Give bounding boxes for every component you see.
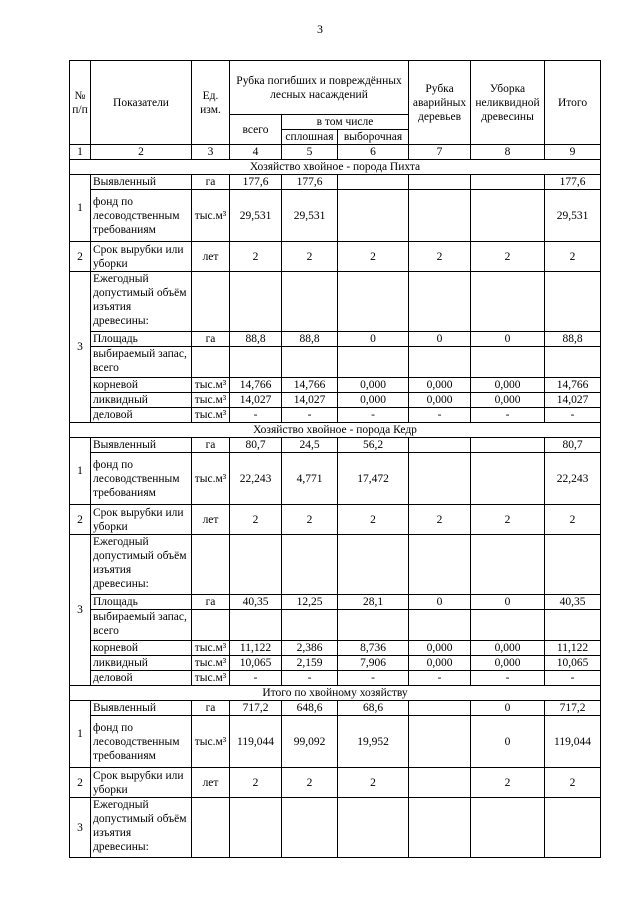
table-row — [70, 610, 601, 641]
value-cell: - — [471, 408, 545, 423]
value-cell — [471, 175, 545, 190]
value-cell: 29,531 — [545, 190, 601, 242]
value-cell: 80,7 — [230, 438, 282, 453]
value-cell: 648,6 — [282, 701, 338, 716]
value-cell: 0,000 — [409, 641, 471, 656]
unit-cell: тыс.м³ — [192, 408, 230, 423]
unit-cell: тыс.м³ — [192, 393, 230, 408]
table-row — [70, 175, 601, 190]
empty-cell — [282, 272, 338, 332]
col-number: 3 — [192, 145, 230, 160]
col-number: 5 — [282, 145, 338, 160]
header-clear: сплошная — [282, 130, 338, 145]
value-cell: - — [545, 408, 601, 423]
value-cell: 177,6 — [230, 175, 282, 190]
value-cell — [409, 701, 471, 716]
empty-cell — [545, 610, 601, 641]
value-cell: 0,000 — [471, 378, 545, 393]
value-cell: 2 — [230, 768, 282, 798]
empty-cell — [230, 798, 282, 858]
value-cell: 2 — [338, 505, 409, 535]
col-number: 6 — [338, 145, 409, 160]
value-cell: 177,6 — [545, 175, 601, 190]
unit-cell: тыс.м³ — [192, 378, 230, 393]
value-cell: 22,243 — [230, 453, 282, 505]
empty-cell — [282, 535, 338, 595]
row-label: ликвидный — [91, 656, 192, 671]
row-label: фонд по лесоводственным требованиям — [91, 453, 192, 505]
value-cell: 4,771 — [282, 453, 338, 505]
table-row — [70, 453, 601, 505]
empty-cell — [192, 798, 230, 858]
value-cell: 119,044 — [230, 716, 282, 768]
row-label: выбираемый запас, всего — [91, 347, 192, 378]
value-cell: 12,25 — [282, 595, 338, 610]
value-cell: 68,6 — [338, 701, 409, 716]
section-header-row — [70, 160, 601, 175]
col-number: 2 — [91, 145, 192, 160]
empty-cell — [471, 347, 545, 378]
row-label: Выявленный — [91, 175, 192, 190]
value-cell: 0,000 — [409, 378, 471, 393]
value-cell — [471, 190, 545, 242]
table-row — [70, 798, 601, 858]
value-cell: 0,000 — [338, 393, 409, 408]
value-cell: 0 — [471, 701, 545, 716]
table-row — [70, 242, 601, 272]
section-header-row — [70, 423, 601, 438]
value-cell: - — [409, 671, 471, 686]
empty-cell — [338, 347, 409, 378]
empty-cell — [230, 272, 282, 332]
row-label: Выявленный — [91, 438, 192, 453]
value-cell: 2 — [409, 242, 471, 272]
row-label: корневой — [91, 641, 192, 656]
row-number: 2 — [70, 242, 91, 272]
table-row — [70, 716, 601, 768]
unit-cell: га — [192, 175, 230, 190]
header-sum: Итого — [545, 61, 601, 145]
table-row — [70, 393, 601, 408]
empty-cell — [282, 798, 338, 858]
value-cell: 2 — [230, 505, 282, 535]
col-number: 1 — [70, 145, 91, 160]
value-cell: 56,2 — [338, 438, 409, 453]
empty-cell — [545, 347, 601, 378]
header-unit: Ед. изм. — [192, 61, 230, 145]
value-cell: - — [545, 671, 601, 686]
col-number: 4 — [230, 145, 282, 160]
value-cell: 40,35 — [545, 595, 601, 610]
row-number: 2 — [70, 768, 91, 798]
row-label: деловой — [91, 408, 192, 423]
empty-cell — [409, 535, 471, 595]
empty-cell — [545, 798, 601, 858]
row-label: Площадь — [91, 332, 192, 347]
empty-cell — [409, 347, 471, 378]
table-row — [70, 641, 601, 656]
empty-cell — [282, 347, 338, 378]
value-cell: 0 — [471, 595, 545, 610]
row-label: фонд по лесоводственным требованиям — [91, 716, 192, 768]
page-number: 3 — [317, 22, 323, 36]
value-cell — [409, 438, 471, 453]
table-row — [70, 671, 601, 686]
empty-cell — [545, 272, 601, 332]
table-row — [70, 768, 601, 798]
value-cell — [409, 175, 471, 190]
row-label: Ежегодный допустимый объём изъятия древесины: — [91, 535, 192, 595]
value-cell: - — [409, 408, 471, 423]
row-label: выбираемый запас, всего — [91, 610, 192, 641]
value-cell: 14,027 — [282, 393, 338, 408]
value-cell — [338, 190, 409, 242]
table-row — [70, 595, 601, 610]
value-cell: 0 — [409, 595, 471, 610]
header-felling-group: Рубка погибших и повреждённых лесных насаждений — [230, 61, 409, 115]
row-number: 1 — [70, 701, 91, 768]
value-cell: 2,386 — [282, 641, 338, 656]
value-cell: 119,044 — [545, 716, 601, 768]
row-label: Ежегодный допустимый объём изъятия древесины: — [91, 272, 192, 332]
value-cell: 0 — [338, 332, 409, 347]
empty-cell — [338, 798, 409, 858]
value-cell: 0 — [409, 332, 471, 347]
row-number: 3 — [70, 535, 91, 686]
empty-cell — [230, 610, 282, 641]
section-header-row — [70, 686, 601, 701]
header-num: № п/п — [70, 61, 91, 145]
value-cell: 7,906 — [338, 656, 409, 671]
value-cell: 2 — [282, 768, 338, 798]
section-title: Хозяйство хвойное - порода Пихта — [70, 160, 601, 175]
header-emergency: Рубка аварийных деревьев — [409, 61, 471, 145]
empty-cell — [282, 610, 338, 641]
row-number: 3 — [70, 272, 91, 423]
value-cell: 2 — [338, 242, 409, 272]
section-title: Хозяйство хвойное - порода Кедр — [70, 423, 601, 438]
unit-cell: лет — [192, 768, 230, 798]
table-row — [70, 505, 601, 535]
value-cell: 717,2 — [545, 701, 601, 716]
value-cell: 2 — [545, 242, 601, 272]
empty-cell — [192, 610, 230, 641]
table-row — [70, 701, 601, 716]
value-cell — [409, 190, 471, 242]
value-cell: 717,2 — [230, 701, 282, 716]
value-cell: 14,027 — [545, 393, 601, 408]
value-cell: 2 — [409, 505, 471, 535]
unit-cell: га — [192, 332, 230, 347]
table-row — [70, 438, 601, 453]
unit-cell: лет — [192, 242, 230, 272]
value-cell: 8,736 — [338, 641, 409, 656]
row-number: 1 — [70, 175, 91, 242]
value-cell: 10,065 — [230, 656, 282, 671]
unit-cell: га — [192, 438, 230, 453]
value-cell — [409, 768, 471, 798]
value-cell — [471, 438, 545, 453]
value-cell: 11,122 — [230, 641, 282, 656]
value-cell: 11,122 — [545, 641, 601, 656]
row-label: Ежегодный допустимый объём изъятия древесины: — [91, 798, 192, 858]
col-number: 7 — [409, 145, 471, 160]
col-number: 8 — [471, 145, 545, 160]
value-cell: 14,027 — [230, 393, 282, 408]
value-cell: 2 — [230, 242, 282, 272]
table-row — [70, 408, 601, 423]
value-cell: 0,000 — [471, 393, 545, 408]
unit-cell: га — [192, 595, 230, 610]
empty-cell — [338, 272, 409, 332]
header-total: всего — [230, 115, 282, 145]
value-cell: - — [338, 671, 409, 686]
section-title: Итого по хвойному хозяйству — [70, 686, 601, 701]
value-cell: - — [282, 408, 338, 423]
empty-cell — [230, 347, 282, 378]
empty-cell — [471, 535, 545, 595]
value-cell: 88,8 — [230, 332, 282, 347]
value-cell: 2 — [282, 242, 338, 272]
value-cell: 2 — [545, 768, 601, 798]
table-row — [70, 272, 601, 332]
value-cell: 2 — [471, 768, 545, 798]
table-row — [70, 378, 601, 393]
value-cell: 22,243 — [545, 453, 601, 505]
empty-cell — [192, 347, 230, 378]
value-cell: 40,35 — [230, 595, 282, 610]
value-cell: 177,6 — [282, 175, 338, 190]
value-cell: 29,531 — [282, 190, 338, 242]
row-number: 3 — [70, 798, 91, 858]
value-cell: 88,8 — [282, 332, 338, 347]
value-cell: 29,531 — [230, 190, 282, 242]
value-cell: 0,000 — [471, 641, 545, 656]
value-cell: - — [282, 671, 338, 686]
value-cell: - — [230, 671, 282, 686]
empty-cell — [230, 535, 282, 595]
value-cell: 14,766 — [545, 378, 601, 393]
empty-cell — [471, 272, 545, 332]
header-including: в том числе — [282, 115, 409, 130]
value-cell: 28,1 — [338, 595, 409, 610]
value-cell: 14,766 — [282, 378, 338, 393]
value-cell: 88,8 — [545, 332, 601, 347]
table-row — [70, 656, 601, 671]
value-cell: 0,000 — [471, 656, 545, 671]
unit-cell: тыс.м³ — [192, 190, 230, 242]
column-numbers-row — [70, 145, 601, 160]
unit-cell: тыс.м³ — [192, 656, 230, 671]
col-number: 9 — [545, 145, 601, 160]
value-cell: - — [471, 671, 545, 686]
value-cell — [471, 453, 545, 505]
value-cell: 19,952 — [338, 716, 409, 768]
value-cell: 2 — [471, 242, 545, 272]
empty-cell — [545, 535, 601, 595]
row-label: Выявленный — [91, 701, 192, 716]
row-label: деловой — [91, 671, 192, 686]
table-row — [70, 190, 601, 242]
value-cell: 24,5 — [282, 438, 338, 453]
unit-cell: тыс.м³ — [192, 641, 230, 656]
value-cell: 0,000 — [409, 656, 471, 671]
table-row — [70, 332, 601, 347]
table-row — [70, 535, 601, 595]
row-label: Срок вырубки или уборки — [91, 242, 192, 272]
value-cell: 99,092 — [282, 716, 338, 768]
felling-table — [69, 60, 601, 858]
empty-cell — [338, 535, 409, 595]
value-cell: 80,7 — [545, 438, 601, 453]
value-cell: 0,000 — [409, 393, 471, 408]
row-label: Срок вырубки или уборки — [91, 505, 192, 535]
table-row — [70, 347, 601, 378]
row-label: Срок вырубки или уборки — [91, 768, 192, 798]
value-cell: 2 — [471, 505, 545, 535]
unit-cell: тыс.м³ — [192, 671, 230, 686]
empty-cell — [192, 535, 230, 595]
value-cell: 2 — [282, 505, 338, 535]
unit-cell: лет — [192, 505, 230, 535]
value-cell — [409, 453, 471, 505]
empty-cell — [338, 610, 409, 641]
unit-cell: тыс.м³ — [192, 453, 230, 505]
row-number: 1 — [70, 438, 91, 505]
empty-cell — [409, 272, 471, 332]
value-cell: 17,472 — [338, 453, 409, 505]
empty-cell — [409, 798, 471, 858]
unit-cell: га — [192, 701, 230, 716]
value-cell: 2 — [338, 768, 409, 798]
value-cell: 0 — [471, 332, 545, 347]
row-label: ликвидный — [91, 393, 192, 408]
header-indicators: Показатели — [91, 61, 192, 145]
empty-cell — [192, 272, 230, 332]
empty-cell — [471, 798, 545, 858]
value-cell: 10,065 — [545, 656, 601, 671]
value-cell: 0,000 — [338, 378, 409, 393]
unit-cell: тыс.м³ — [192, 716, 230, 768]
empty-cell — [471, 610, 545, 641]
row-label: фонд по лесоводственным требованиям — [91, 190, 192, 242]
row-number: 2 — [70, 505, 91, 535]
value-cell: 14,766 — [230, 378, 282, 393]
value-cell: 2 — [545, 505, 601, 535]
value-cell: 2,159 — [282, 656, 338, 671]
header-cleanup: Уборка неликвидной древесины — [471, 61, 545, 145]
value-cell — [409, 716, 471, 768]
row-label: Площадь — [91, 595, 192, 610]
value-cell: - — [230, 408, 282, 423]
value-cell — [338, 175, 409, 190]
empty-cell — [409, 610, 471, 641]
row-label: корневой — [91, 378, 192, 393]
value-cell: - — [338, 408, 409, 423]
header-selective: выборочная — [338, 130, 409, 145]
value-cell: 0 — [471, 716, 545, 768]
